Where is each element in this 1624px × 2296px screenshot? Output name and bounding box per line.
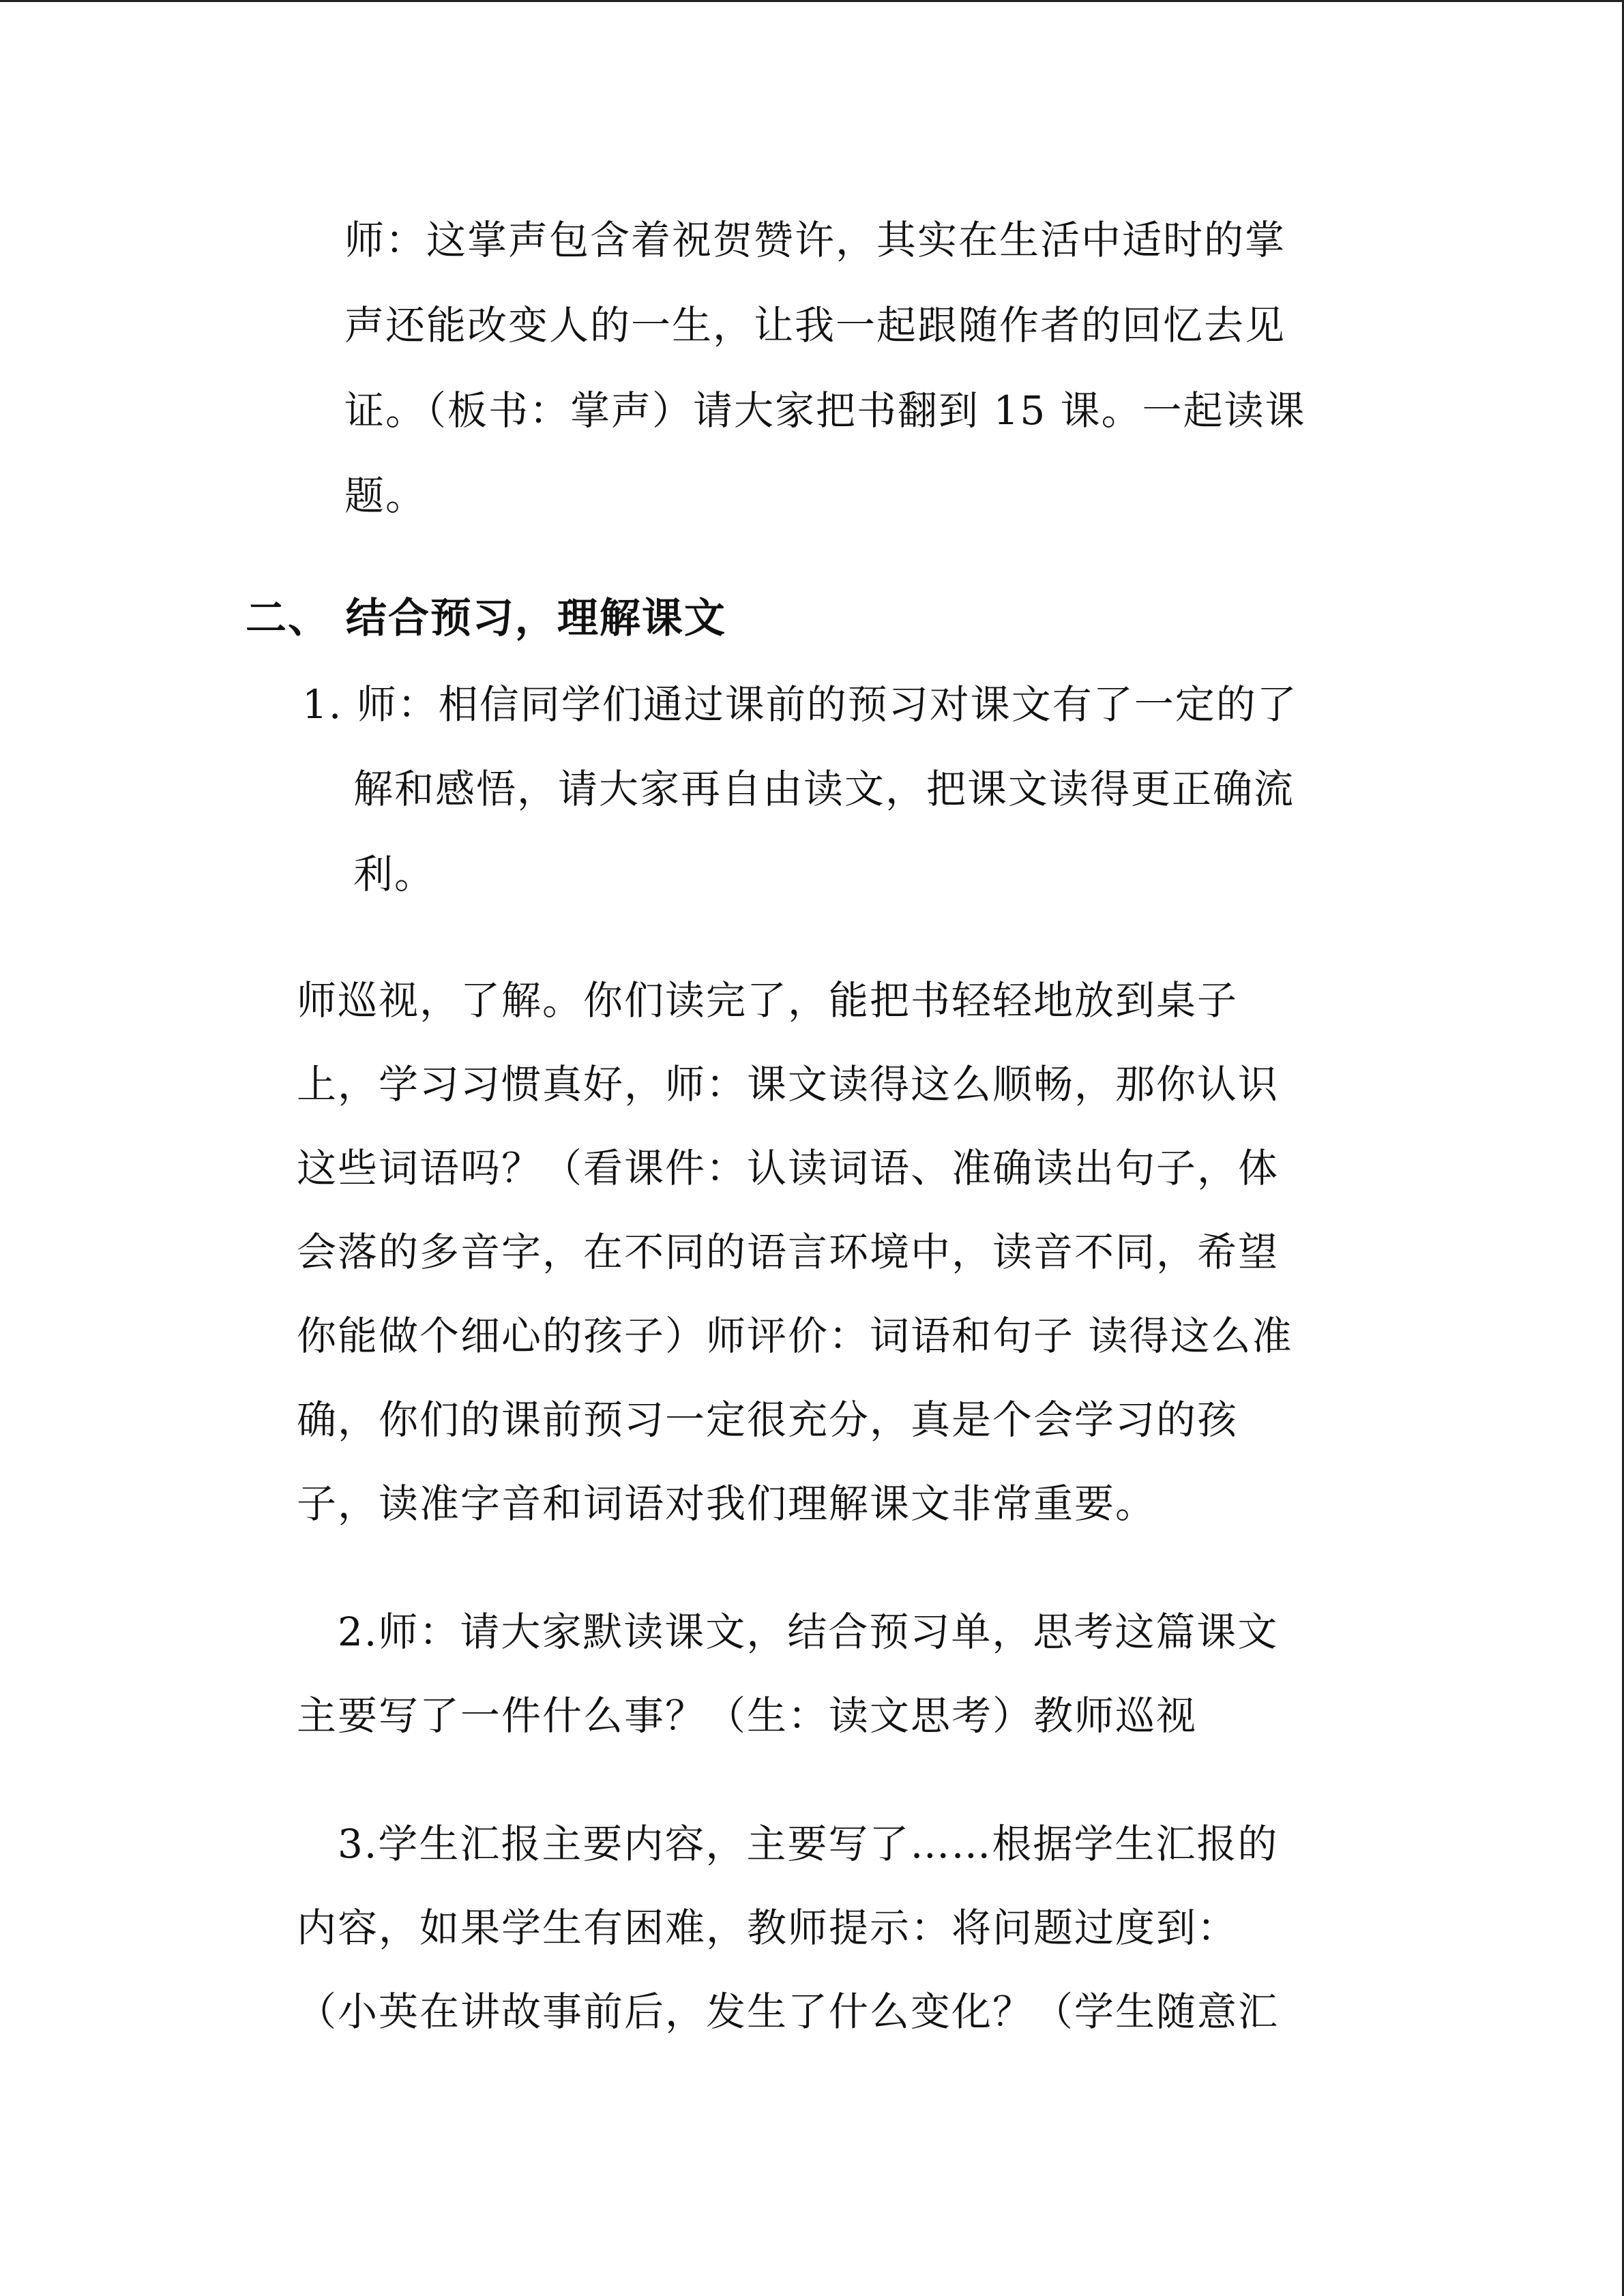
text-line: 声还能改变人的一生，让我一起跟随作者的回忆去见 [344,302,1286,348]
text-line: 3.学生汇报主要内容，主要写了……根据学生汇报的 [338,1821,1279,1867]
text-line: 2.师：请大家默读课文，结合预习单，思考这篇课文 [338,1609,1279,1655]
text-line: 证。（板书：掌声）请大家把书翻到 15 课。一起读课 [344,387,1306,434]
text-line: 子，读准字音和词语对我们理解课文非常重要。 [297,1480,1157,1527]
text-line: 解和感悟，请大家再自由读文，把课文读得更正确流 [353,766,1295,812]
text-line: 主要写了一件什么事？（生：读文思考）教师巡视 [297,1693,1198,1739]
text-line: （小英在讲故事前后，发生了什么变化？（学生随意汇 [297,1988,1280,2035]
section-heading: 二、 结合预习，理解课文 [246,595,726,642]
text-line: 师：这掌声包含着祝贺赞许，其实在生活中适时的掌 [344,217,1286,263]
text-line: 会落的多音字，在不同的语言环境中，读音不同，希望 [297,1229,1280,1275]
text-line: 1. 师：相信同学们通过课前的预习对课文有了一定的了 [302,681,1298,728]
text-line: 利。 [353,851,436,897]
text-line: 师巡视，了解。你们读完了，能把书轻轻地放到桌子 [297,977,1239,1024]
text-line: 你能做个细心的孩子）师评价：词语和句子 读得这么准 [297,1313,1293,1359]
text-line: 内容，如果学生有困难，教师提示：将问题过度到： [297,1905,1239,1951]
text-line: 这些词语吗？（看课件：认读词语、准确读出句子，体 [297,1145,1280,1191]
text-line: 上，学习习惯真好，师：课文读得这么顺畅，那你认识 [297,1061,1280,1107]
text-line: 确，你们的课前预习一定很充分，真是个会学习的孩 [297,1397,1239,1443]
text-line: 题。 [344,473,427,519]
page-top-border [0,0,1624,2]
